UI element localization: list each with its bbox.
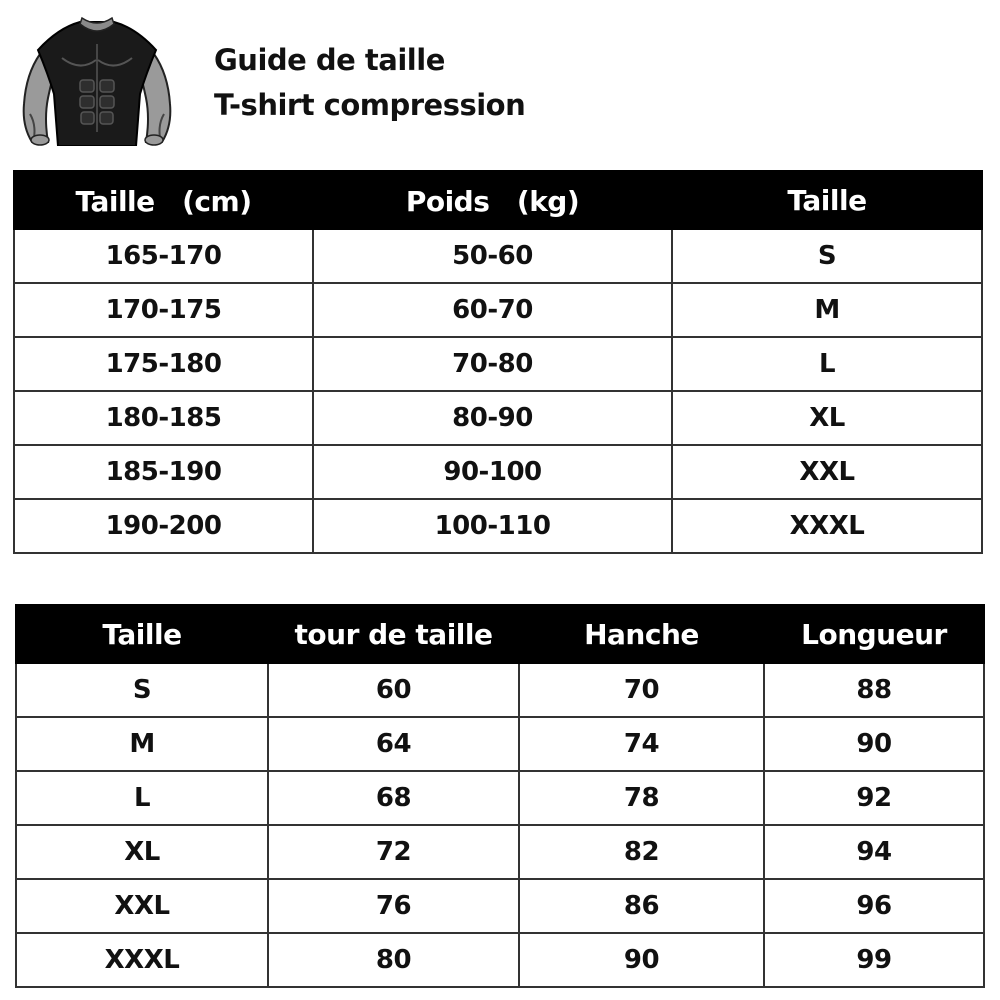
table-row xyxy=(16,879,984,933)
cell-size: XL xyxy=(672,391,982,445)
cell-weight: 90-100 xyxy=(313,445,672,499)
cell-height: 165-170 xyxy=(14,229,313,283)
column-header-length: Longueur xyxy=(764,605,984,663)
cell-size: M xyxy=(16,717,268,771)
table-header-row xyxy=(14,171,982,229)
cell-weight: 80-90 xyxy=(313,391,672,445)
height-weight-size-table xyxy=(13,170,983,554)
cell-hip: 90 xyxy=(519,933,764,987)
cell-size: L xyxy=(16,771,268,825)
cell-height: 190-200 xyxy=(14,499,313,553)
cell-size: S xyxy=(16,663,268,717)
cell-size: XXXL xyxy=(672,499,982,553)
cell-weight: 50-60 xyxy=(313,229,672,283)
cell-length: 99 xyxy=(764,933,984,987)
table-row xyxy=(14,499,982,553)
table-header-row xyxy=(16,605,984,663)
column-header-size: Taille xyxy=(16,605,268,663)
cell-size: M xyxy=(672,283,982,337)
column-header-weight: Poids (kg) xyxy=(313,171,672,229)
cell-waist: 68 xyxy=(268,771,519,825)
table-row xyxy=(14,337,982,391)
cell-height: 175-180 xyxy=(14,337,313,391)
cell-waist: 80 xyxy=(268,933,519,987)
cell-hip: 70 xyxy=(519,663,764,717)
page-title: Guide de taille xyxy=(214,43,445,77)
cell-size: XXXL xyxy=(16,933,268,987)
cell-waist: 72 xyxy=(268,825,519,879)
cell-waist: 64 xyxy=(268,717,519,771)
table-row xyxy=(16,663,984,717)
cell-height: 170-175 xyxy=(14,283,313,337)
cell-waist: 60 xyxy=(268,663,519,717)
page-subtitle: T-shirt compression xyxy=(214,88,526,122)
cell-weight: 70-80 xyxy=(313,337,672,391)
table-row xyxy=(14,391,982,445)
cell-hip: 86 xyxy=(519,879,764,933)
cell-weight: 60-70 xyxy=(313,283,672,337)
table-row xyxy=(16,771,984,825)
cell-hip: 78 xyxy=(519,771,764,825)
muscular-torso-icon xyxy=(18,14,176,146)
table-row xyxy=(16,717,984,771)
cell-size: L xyxy=(672,337,982,391)
size-measurements-table xyxy=(15,604,985,988)
column-header-hip: Hanche xyxy=(519,605,764,663)
cell-length: 96 xyxy=(764,879,984,933)
cell-length: 94 xyxy=(764,825,984,879)
cell-length: 90 xyxy=(764,717,984,771)
column-header-waist: tour de taille xyxy=(268,605,519,663)
cell-size: XXL xyxy=(672,445,982,499)
column-header-size: Taille xyxy=(672,171,982,229)
column-header-height: Taille (cm) xyxy=(14,171,313,229)
cell-length: 88 xyxy=(764,663,984,717)
cell-waist: 76 xyxy=(268,879,519,933)
table-row xyxy=(14,445,982,499)
cell-size: S xyxy=(672,229,982,283)
table-row xyxy=(16,933,984,987)
table-row xyxy=(14,229,982,283)
cell-weight: 100-110 xyxy=(313,499,672,553)
cell-hip: 74 xyxy=(519,717,764,771)
cell-size: XL xyxy=(16,825,268,879)
cell-size: XXL xyxy=(16,879,268,933)
cell-height: 185-190 xyxy=(14,445,313,499)
cell-hip: 82 xyxy=(519,825,764,879)
table-row xyxy=(16,825,984,879)
table-row xyxy=(14,283,982,337)
cell-length: 92 xyxy=(764,771,984,825)
cell-height: 180-185 xyxy=(14,391,313,445)
